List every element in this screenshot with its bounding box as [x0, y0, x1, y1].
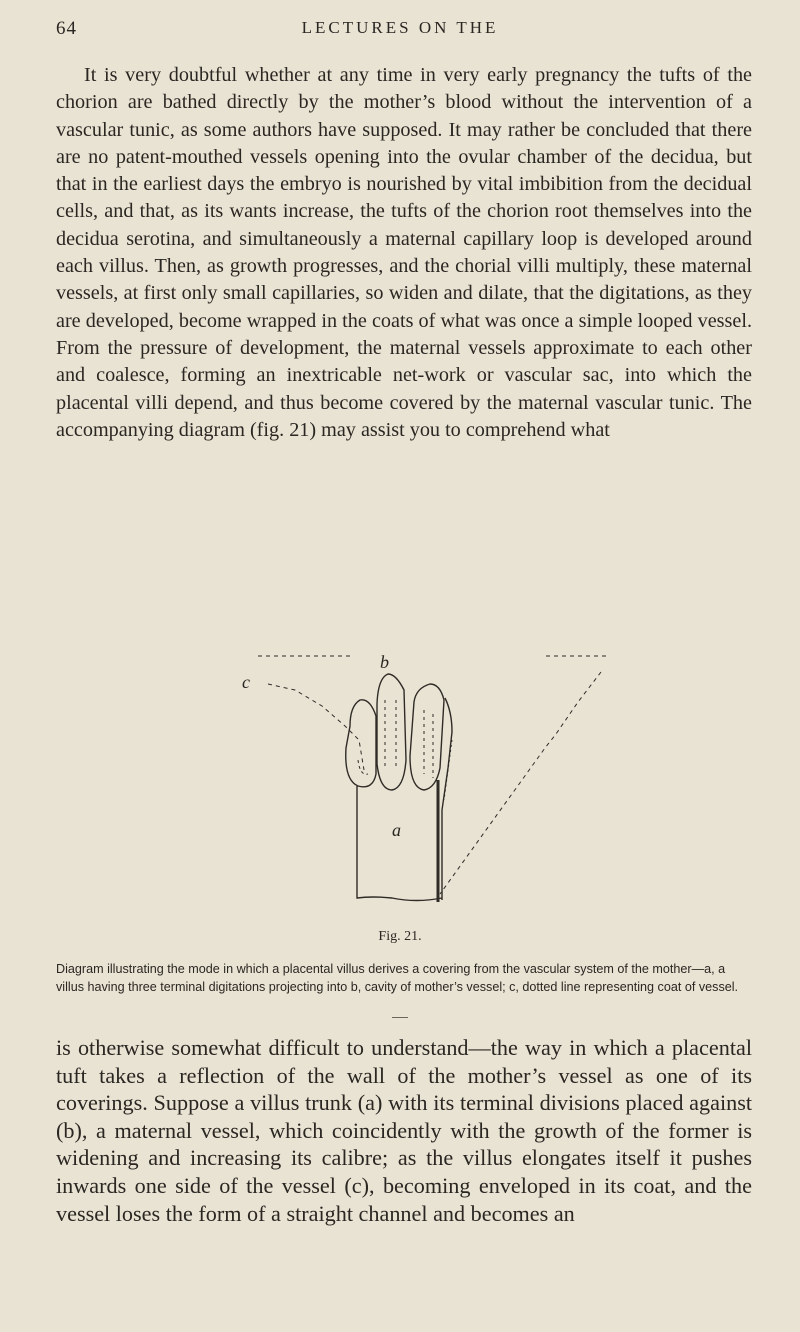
- page-number: 64: [56, 18, 77, 39]
- villus-trunk: [357, 786, 442, 901]
- vessel-right-wall: [442, 698, 452, 900]
- left-digitation: [346, 700, 376, 787]
- vessel-coat-dotted-right: [440, 672, 601, 894]
- label-a: a: [392, 820, 401, 840]
- figure-caption: Diagram illustrating the mode in which a placental villus derives a covering from the vascular system of the mother—a, a villus having three terminal digitations projecting into b, cavity of mother’s vessel; c, dotted line representing coat of vessel.: [56, 962, 739, 994]
- running-title: LECTURES ON THE: [301, 18, 499, 37]
- running-head: [0, 18, 800, 48]
- label-c: c: [242, 672, 250, 692]
- middle-digitation: [377, 674, 406, 790]
- middle-digitation-inner: [385, 700, 396, 770]
- figure-21-diagram: [0, 640, 800, 940]
- paragraph-2: is otherwise somewhat difficult to understand—the way in which a placental tuft takes a reflection of the wall of the mother’s vessel as one of its coverings. Suppose a villus trunk (a) with its terminal divisions placed against (b), a maternal vessel, which coincidently with the growth of the former is widening and increasing its calibre; as the villus elongates itself it pushes inwards one side of the vessel (c), becoming enveloped in its coat, and the vessel loses the form of a straight channel and becomes an: [56, 1035, 752, 1226]
- separator-rule: [392, 1017, 408, 1018]
- villus-diagram: [0, 640, 800, 940]
- right-digitation: [410, 684, 444, 790]
- paragraph-1: It is very doubtful whether at any time in very early pregnancy the tufts of the chorion are bathed directly by the mother’s blood without the intervention of a vascular tunic, as some authors have supposed. It may rather be concluded that there are no patent-mouthed vessels opening into the ovular chamber of the decidua, but that in the earliest days the embryo is nourished by vital imbibition from the decidual cells, and that, as its wants increase, the tufts of the chorion root themselves into the decidua serotina, and simultaneously a maternal capillary loop is developed around each villus. Then, as growth progresses, and the chorial villi multiply, these maternal vessels, at first only small capillaries, so widen and dilate, that the digitations, as they are developed, become wrapped in the coats of what was once a simple looped vessel. From the pressure of development, the maternal vessels approximate to each other and coalesce, forming an inextricable net-work or vascular sac, into which the placental villi depend, and thus become covered by the maternal vascular tunic. The accompanying diagram (fig. 21) may assist you to comprehend what: [56, 64, 752, 441]
- figure-number: Fig. 21.: [378, 929, 422, 944]
- label-b: b: [380, 652, 389, 672]
- right-digitation-inner: [424, 710, 433, 778]
